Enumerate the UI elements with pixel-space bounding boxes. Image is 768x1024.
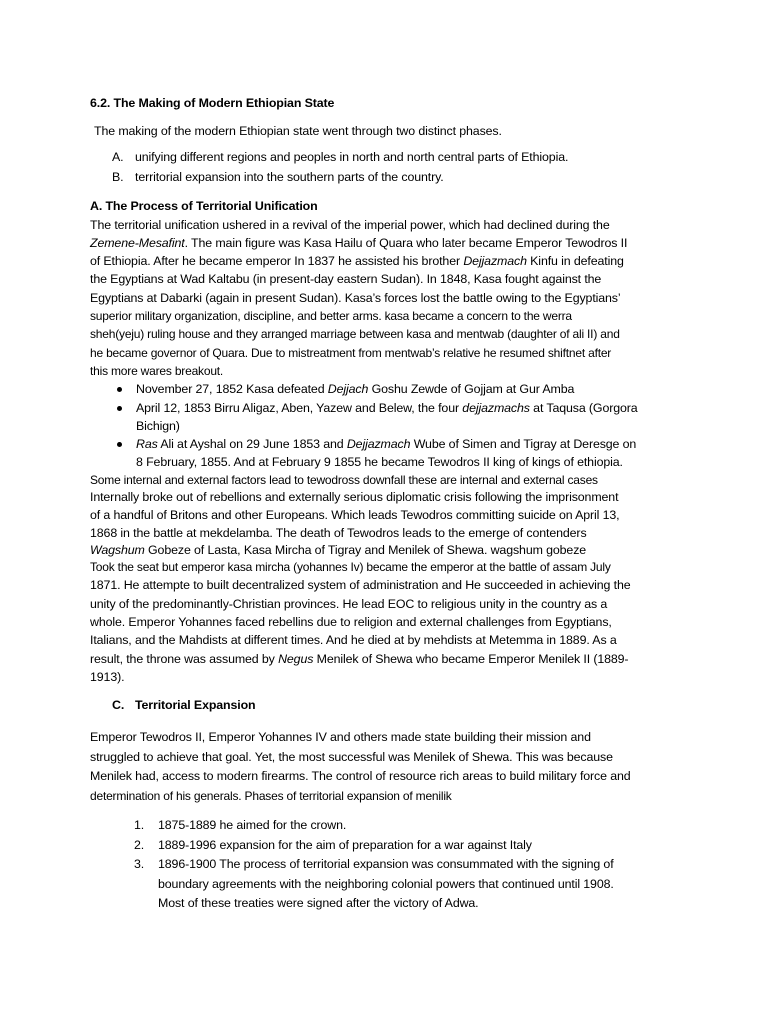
- text-line: determination of his generals. Phases of territorial expansion of menilik: [90, 788, 452, 803]
- emphasis-term: Dejjazmach: [346, 437, 411, 452]
- text-line: Bichign): [136, 418, 180, 433]
- list-item: [90, 150, 680, 170]
- text-span: November 27, 1852 Kasa defeated: [136, 382, 328, 397]
- text-span: Kinfu in defeating: [526, 254, 624, 269]
- text-line: Emperor Tewodros II, Emperor Yohannes IV and others made state building their mission and: [90, 730, 591, 745]
- text-line: 1871. He attempte to built decentralized system of administration and He succeeded in achieving the: [90, 578, 631, 593]
- list-marker: B.: [112, 170, 124, 185]
- emphasis-term: dejjazmachs: [462, 400, 530, 415]
- text-line: The territorial unification ushered in a revival of the imperial power, which had declined during the: [90, 217, 610, 232]
- text-span: Menilek of Shewa who became Emperor Menilek II (1889-: [313, 651, 629, 666]
- text-line: [136, 399, 680, 417]
- expansion-heading: [90, 698, 680, 718]
- text-line: of a handful of Britons and other Europeans. Which leads Tewodros committing suicide on April 13,: [90, 507, 620, 522]
- emphasis-term: Wagshum: [90, 543, 145, 558]
- bullet-item: [90, 399, 680, 436]
- text-span: Ali at Ayshal on 29 June 1853 and: [157, 437, 347, 452]
- text-span: at Taqusa (Gorgora: [529, 400, 638, 415]
- list-item: [90, 816, 680, 836]
- list-item: [90, 836, 680, 856]
- list-marker: 2.: [134, 837, 145, 852]
- emphasis-term: Zemene-Mesafint: [90, 235, 185, 250]
- list-item-text: 1875-1889 he aimed for the crown.: [158, 818, 347, 833]
- section-title: 6.2. The Making of Modern Ethiopian State: [90, 96, 335, 110]
- emphasis-term: Ras: [136, 437, 158, 452]
- list-item-text: unifying different regions and peoples in north and north central parts of Ethiopia.: [135, 150, 569, 165]
- intro-paragraph: The making of the modern Ethiopian state went through two distinct phases.: [94, 124, 502, 138]
- heading-text: Territorial Expansion: [135, 698, 256, 713]
- unification-heading: A. The Process of Territorial Unification: [90, 199, 318, 214]
- text-line: he became governor of Quara. Due to mistreatment from mentwab’s relative he resumed shiftnet after: [90, 345, 612, 360]
- text-line: [90, 650, 680, 668]
- list-item-text: Most of these treaties were signed after the victory of Adwa.: [158, 896, 479, 911]
- emphasis-term: Negus: [278, 651, 314, 666]
- expansion-phases-list: [90, 816, 680, 914]
- document-body: [90, 94, 680, 914]
- expansion-paragraph: [90, 728, 680, 806]
- bullet-icon: [117, 387, 122, 392]
- bullet-item: [90, 435, 680, 472]
- text-span: Gobeze of Lasta, Kasa Mircha of Tigray and Menilek of Shewa. wagshum gobeze: [144, 543, 587, 558]
- text-line: unity of the predominantly-Christian provinces. He lead EOC to religious unity in the country as a: [90, 596, 608, 611]
- emphasis-term: Dejjach: [327, 382, 369, 397]
- phases-list: [90, 150, 680, 190]
- text-span: April 12, 1853 Birru Aligaz, Aben, Yazew and Belew, the four: [136, 400, 463, 415]
- text-line: Italians, and the Mahdists at different times. And he died at by mehdists at Metemma in 1889. As a: [90, 633, 617, 648]
- text-line: [90, 542, 680, 559]
- text-line: 1868 in the battle at mekdelamba. The death of Tewodros leads to the emerge of contenders: [90, 526, 587, 541]
- list-item-text: 1889-1996 expansion for the aim of preparation for a war against Italy: [158, 837, 532, 852]
- list-marker: 1.: [134, 818, 145, 833]
- text-line: struggled to achieve that goal. Yet, the most successful was Menilek of Shewa. This was because: [90, 749, 613, 764]
- text-line: this more wares breakout.: [90, 363, 224, 378]
- text-span: . The main figure was Kasa Hailu of Quara who later became Emperor Tewodros II: [184, 235, 628, 250]
- text-line: Internally broke out of rebellions and externally serious diplomatic crisis following the imprisonment: [90, 489, 619, 504]
- bullet-icon: [117, 442, 122, 447]
- list-item-text: 1896-1900 The process of territorial expansion was consummated with the signing of: [158, 857, 614, 872]
- list-item-text: territorial expansion into the southern parts of the country.: [135, 170, 444, 185]
- text-line: [136, 435, 680, 453]
- list-item: [90, 170, 680, 190]
- heading-marker: C.: [112, 698, 125, 713]
- list-marker: 3.: [134, 857, 145, 872]
- text-line: Took the seat but emperor kasa mircha (yohannes Iv) became the emperor at the battle of assam July: [90, 560, 611, 575]
- text-line: superior military organization, discipline, and better arms. kasa became a concern to the werra: [90, 309, 572, 324]
- text-line: Egyptians at Dabarki (again in present Sudan). Kasa’s forces lost the battle owing to the Egyptians’: [90, 290, 621, 305]
- list-item-text: boundary agreements with the neighboring colonial powers that continued until 1908.: [158, 876, 614, 891]
- unification-paragraph-1: [90, 216, 680, 381]
- bullet-item: [90, 380, 680, 398]
- text-line: the Egyptians at Wad Kaltabu (in present-day eastern Sudan). In 1848, Kasa fought against the: [90, 272, 602, 287]
- emphasis-term: Dejjazmach: [463, 254, 527, 269]
- text-line: [90, 234, 680, 252]
- list-item: [90, 855, 680, 914]
- text-line: Some internal and external factors lead to tewodross downfall these are internal and external cases: [90, 472, 598, 487]
- list-marker: A.: [112, 150, 124, 165]
- text-line: [90, 252, 680, 270]
- text-line: Menilek had, access to modern firearms. The control of resource rich areas to build military force and: [90, 769, 631, 784]
- text-span: Goshu Zewde of Gojjam at Gur Amba: [368, 382, 575, 397]
- text-line: whole. Emperor Yohannes faced rebellins due to religion and external challenges from Egyptians,: [90, 614, 612, 629]
- unification-bullets: [90, 380, 680, 471]
- text-span: of Ethiopia. After he became emperor In 1837 he assisted his brother: [90, 254, 464, 269]
- unification-paragraph-2: [90, 472, 680, 686]
- text-line: sheh(yeju) ruling house and they arranged marriage between kasa and mentwab (daughter of ali II) and: [90, 327, 620, 342]
- bullet-icon: [117, 406, 122, 411]
- text-span: Wube of Simen and Tigray at Deresge on: [410, 437, 637, 452]
- text-span: result, the throne was assumed by: [90, 651, 279, 666]
- text-line: 8 February, 1855. And at February 9 1855 he became Tewodros II king of kings of ethiopia.: [136, 455, 623, 470]
- text-line: 1913).: [90, 669, 125, 684]
